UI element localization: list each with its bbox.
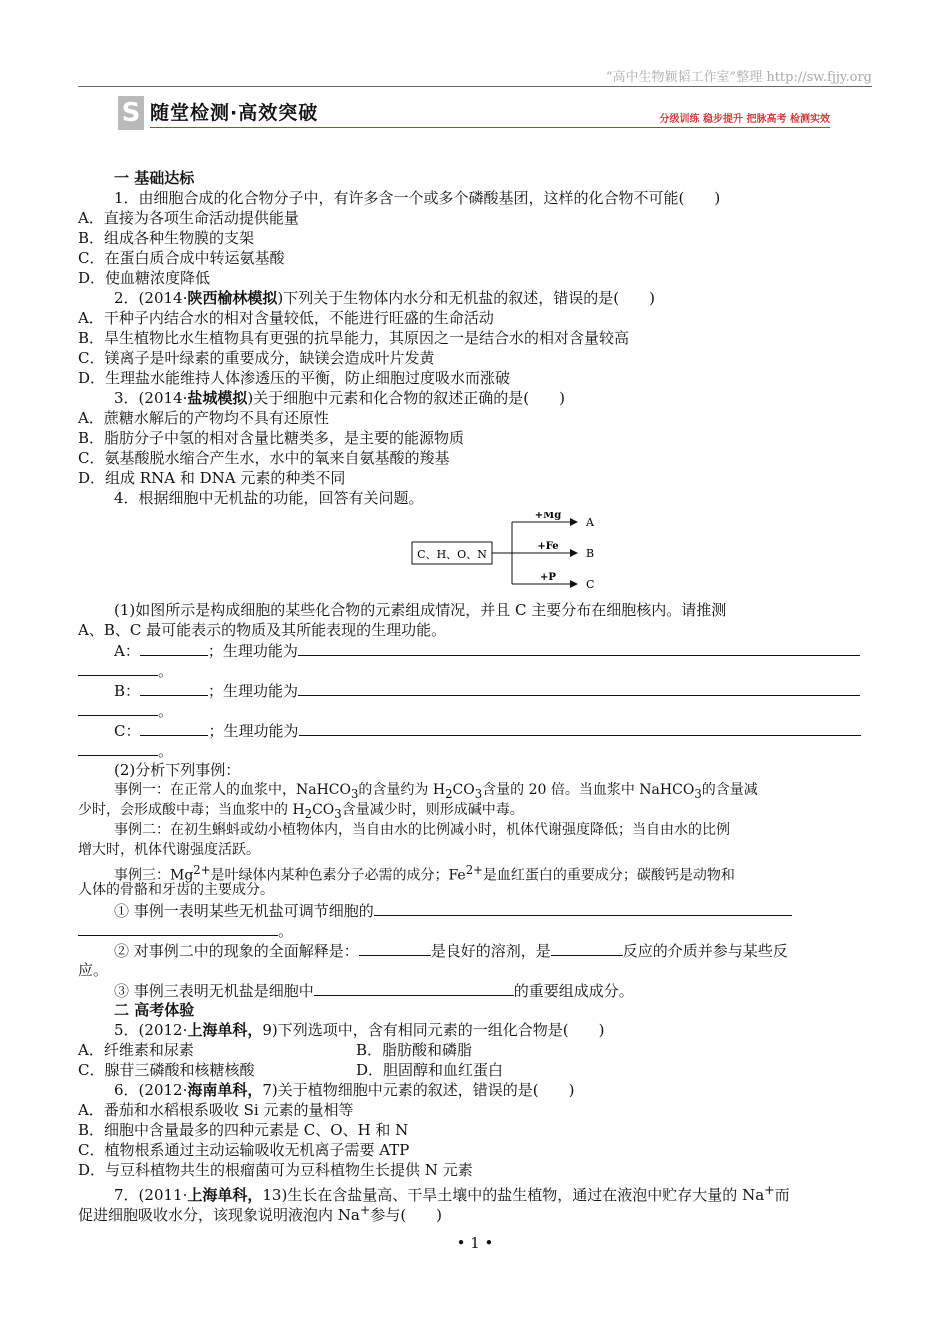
fill-a-function-blank-2[interactable]	[78, 660, 158, 676]
fill-b-period: 。	[158, 702, 174, 720]
example-2-line1: 事例二：在初生蝌蚪或幼小植物体内，当自由水的比例减小时，机体代谢强度降低；当自由水的比例	[114, 822, 730, 838]
sub2-c: 反应的介质并参与某些反	[622, 942, 788, 960]
q1-option-d: D．使血糖浓度降低	[78, 269, 211, 287]
q2-option-b: B．旱生植物比水生植物具有更强的抗旱能力，其原因之一是结合水的相对含量较高	[78, 329, 630, 347]
arrowhead-a-icon	[570, 518, 578, 526]
header-rule	[78, 86, 872, 87]
q7-l2-b: 参与( )	[370, 1206, 443, 1224]
sub3-blank[interactable]	[314, 980, 514, 996]
q7-stem-line1	[78, 1180, 872, 1204]
q2-stem	[78, 288, 872, 308]
q5-option-c: C．腺苷三磷酸和核糖核酸	[78, 1061, 255, 1079]
q4-part1-line2: A、B、C 最可能表示的物质及其所能表现的生理功能。	[78, 621, 447, 639]
diagram-target-a: A	[586, 516, 594, 529]
q5-stem	[78, 1020, 872, 1040]
q4-fill-c	[78, 720, 872, 740]
sub-question-2	[78, 940, 872, 960]
fill-a-label: A：	[114, 642, 140, 660]
section-heading-basic: 一 基础达标	[114, 169, 195, 187]
diagram-target-b: B	[586, 547, 595, 560]
fill-c-function-blank-2[interactable]	[78, 740, 158, 756]
q1-option-b: B．组成各种生物膜的支架	[78, 229, 255, 247]
header-note: “高中生物颖韬工作室”整理 http://sw.fjjy.org	[605, 70, 872, 85]
sub2-blank-2[interactable]	[551, 940, 623, 956]
q5-text: 9)下列选项中，含有相同元素的一组化合物是( )	[262, 1021, 605, 1039]
sub-3: 3	[351, 786, 359, 801]
ex3-a: 事例三：Mg	[114, 867, 194, 884]
ex3-c: 是血红蛋白的重要成分；碳酸钙是动物和	[482, 867, 735, 884]
fill-a-function-blank[interactable]	[298, 640, 860, 656]
sup-2plus: 2+	[193, 863, 211, 877]
diagram-label-fe: +Fe	[537, 541, 559, 552]
example-2-line2: 增大时，机体代谢强度活跃。	[78, 842, 260, 858]
sup-plus: +	[359, 1202, 371, 1217]
q7-num: 7．(2011·	[114, 1186, 188, 1204]
ex1-l2-c: 含量减少时，则形成碱中毒。	[341, 802, 524, 818]
q3-source: 盐城模拟	[187, 389, 248, 407]
q1-option-a: A．直接为各项生命活动提供能量	[78, 209, 299, 227]
arrowhead-c-icon	[570, 580, 578, 588]
q5-option-d: D．胆固醇和血红蛋白	[356, 1061, 504, 1079]
q6-option-b: B．细胞中含量最多的四种元素是 C、O、H 和 N	[78, 1121, 409, 1139]
section-heading-exam: 二 高考体验	[114, 1001, 195, 1019]
q3-text: )关于细胞中元素和化合物的叙述正确的是( )	[247, 389, 565, 407]
q3-option-b: B．脂肪分子中氢的相对含量比糖类多，是主要的能源物质	[78, 429, 465, 447]
q6-text: 7)关于植物细胞中元素的叙述，错误的是( )	[262, 1081, 575, 1099]
q7-l2-a: 促进细胞吸收水分，该现象说明液泡内 Na	[78, 1206, 360, 1224]
ex1-e: 的含量减	[701, 782, 758, 798]
diagram-box-label: C、H、O、N	[417, 548, 487, 561]
q5-num: 5．(2012·	[114, 1021, 188, 1039]
banner-tags: 分级训练 稳步提升 把脉高考 检测实效	[659, 114, 830, 125]
q2-option-a: A．干种子内结合水的相对含量较低，不能进行旺盛的生命活动	[78, 309, 494, 327]
q4-fill-b-cont	[78, 700, 872, 720]
ex1-l2-a: 少时，会形成酸中毒；当血浆中的 H	[78, 802, 305, 818]
q5-options-row-1	[78, 1040, 872, 1060]
fill-b-function-blank-2[interactable]	[78, 700, 158, 716]
banner-title: 随堂检测·高效突破	[150, 102, 319, 124]
ex1-c: CO	[452, 782, 475, 798]
q6-num: 6．(2012·	[114, 1081, 188, 1099]
arrowhead-b-icon	[570, 549, 578, 557]
sub-3: 3	[334, 806, 342, 821]
q6-option-d: D．与豆科植物共生的根瘤菌可为豆科植物生长提供 N 元素	[78, 1161, 473, 1179]
q3-option-d: D．组成 RNA 和 DNA 元素的种类不同	[78, 469, 346, 487]
q7-text-a: 13)生长在含盐量高、干旱土壤中的盐生植物，通过在液泡中贮存大量的 Na	[262, 1186, 765, 1204]
example-3-line1	[78, 860, 872, 884]
sub-question-1-cont	[78, 920, 872, 940]
sub2-blank-1[interactable]	[359, 940, 431, 956]
ex3-b: 是叶绿体内某种色素分子必需的成分；Fe	[210, 867, 466, 884]
ex1-l2-b: CO	[312, 802, 335, 818]
element-diagram-svg	[408, 512, 608, 592]
fill-b-mid: ；生理功能为	[208, 682, 299, 700]
sub1-blank-2[interactable]	[78, 920, 278, 936]
q4-fill-a	[78, 640, 872, 660]
q6-source: 海南单科，	[187, 1081, 263, 1099]
sup-2plus: 2+	[465, 863, 483, 877]
q7-text-b: 而	[774, 1186, 790, 1204]
q4-fill-a-cont	[78, 660, 872, 680]
ex1-a: 事例一：在正常人的血浆中，NaHCO	[114, 782, 351, 798]
fill-b-function-blank[interactable]	[298, 680, 860, 696]
q4-fill-b	[78, 680, 872, 700]
sub-question-2-cont: 应。	[78, 961, 109, 979]
section-banner	[118, 96, 830, 130]
q3-option-a: A．蔗糖水解后的产物均不具有还原性	[78, 409, 329, 427]
q6-option-a: A．番茄和水稻根系吸收 Si 元素的量相等	[78, 1101, 354, 1119]
fill-b-substance-blank[interactable]	[140, 680, 208, 696]
q4-part2: (2)分析下列事例：	[114, 761, 241, 779]
q1-stem: 1．由细胞合成的化合物分子中，有许多含一个或多个磷酸基团，这样的化合物不可能( )	[114, 189, 721, 207]
sub2-b: 是良好的溶剂，是	[430, 942, 551, 960]
page-number: • 1 •	[456, 1234, 494, 1252]
example-3-line2: 人体的骨骼和牙齿的主要成分。	[78, 882, 274, 898]
element-diagram	[78, 512, 872, 592]
q3-option-c: C．氨基酸脱水缩合产生水，水中的氧来自氨基酸的羧基	[78, 449, 450, 467]
example-1-line1	[78, 780, 872, 800]
q2-option-c: C．镁离子是叶绿素的重要成分，缺镁会造成叶片发黄	[78, 349, 435, 367]
q2-source: 陕西榆林模拟	[187, 289, 278, 307]
sub-2: 2	[445, 786, 453, 801]
q5-options-row-2	[78, 1060, 872, 1080]
q3-stem	[78, 388, 872, 408]
q4-part1-line1: (1)如图所示是构成细胞的某些化合物的元素组成情况，并且 C 主要分布在细胞核内。请推测	[114, 601, 727, 619]
q7-source: 上海单科，	[187, 1186, 263, 1204]
fill-c-label: C：	[114, 722, 141, 740]
q5-option-a: A．纤维素和尿素	[78, 1041, 194, 1059]
sub1-period: 。	[278, 922, 294, 940]
diagram-label-mg: +Mg	[534, 512, 562, 521]
sub3-a: ③ 事例三表明无机盐是细胞中	[114, 982, 314, 1000]
q4-stem: 4．根据细胞中无机盐的功能，回答有关问题。	[114, 489, 424, 507]
fill-c-mid: ；生理功能为	[208, 722, 299, 740]
sub-question-3	[78, 980, 872, 1000]
fill-a-substance-blank[interactable]	[140, 640, 208, 656]
q5-option-b: B．脂肪酸和磷脂	[356, 1041, 473, 1059]
diagram-target-c: C	[586, 578, 595, 591]
q2-text: )下列关于生物体内水分和无机盐的叙述，错误的是( )	[277, 289, 655, 307]
sub3-b: 的重要组成成分。	[513, 982, 634, 1000]
banner-underline	[150, 127, 830, 128]
sub1-blank[interactable]	[374, 900, 792, 916]
q2-num: 2．(2014·	[114, 289, 188, 307]
q2-option-d: D．生理盐水能维持人体渗透压的平衡，防止细胞过度吸水而涨破	[78, 369, 511, 387]
sub1-text: ① 事例一表明某些无机盐可调节细胞的	[114, 902, 374, 920]
sub-3: 3	[474, 786, 483, 801]
fill-b-label: B：	[114, 682, 141, 700]
fill-a-period: 。	[158, 662, 174, 680]
fill-c-period: 。	[158, 742, 174, 760]
fill-c-substance-blank[interactable]	[140, 720, 208, 736]
sub2-a: ② 对事例二中的现象的全面解释是：	[114, 942, 359, 960]
q1-option-c: C．在蛋白质合成中转运氨基酸	[78, 249, 285, 267]
q4-fill-c-cont	[78, 740, 872, 760]
q6-stem	[78, 1080, 872, 1100]
q5-source: 上海单科，	[187, 1021, 263, 1039]
document-body	[78, 168, 872, 1224]
q6-option-c: C．植物根系通过主动运输吸收无机离子需要 ATP	[78, 1141, 410, 1159]
banner-letter: S	[118, 96, 144, 130]
sup-plus: +	[764, 1182, 775, 1197]
sub-2: 2	[304, 806, 313, 821]
sub-question-1	[78, 900, 872, 920]
q3-num: 3．(2014·	[114, 389, 188, 407]
example-1-line2	[78, 800, 872, 820]
sub-3: 3	[694, 786, 702, 801]
fill-c-function-blank[interactable]	[299, 720, 861, 736]
fill-a-mid: ；生理功能为	[207, 642, 298, 660]
ex1-b: 的含量约为 H	[358, 782, 446, 798]
ex1-d: 含量的 20 倍。当血浆中 NaHCO	[482, 782, 695, 798]
diagram-label-p: +P	[540, 572, 556, 583]
